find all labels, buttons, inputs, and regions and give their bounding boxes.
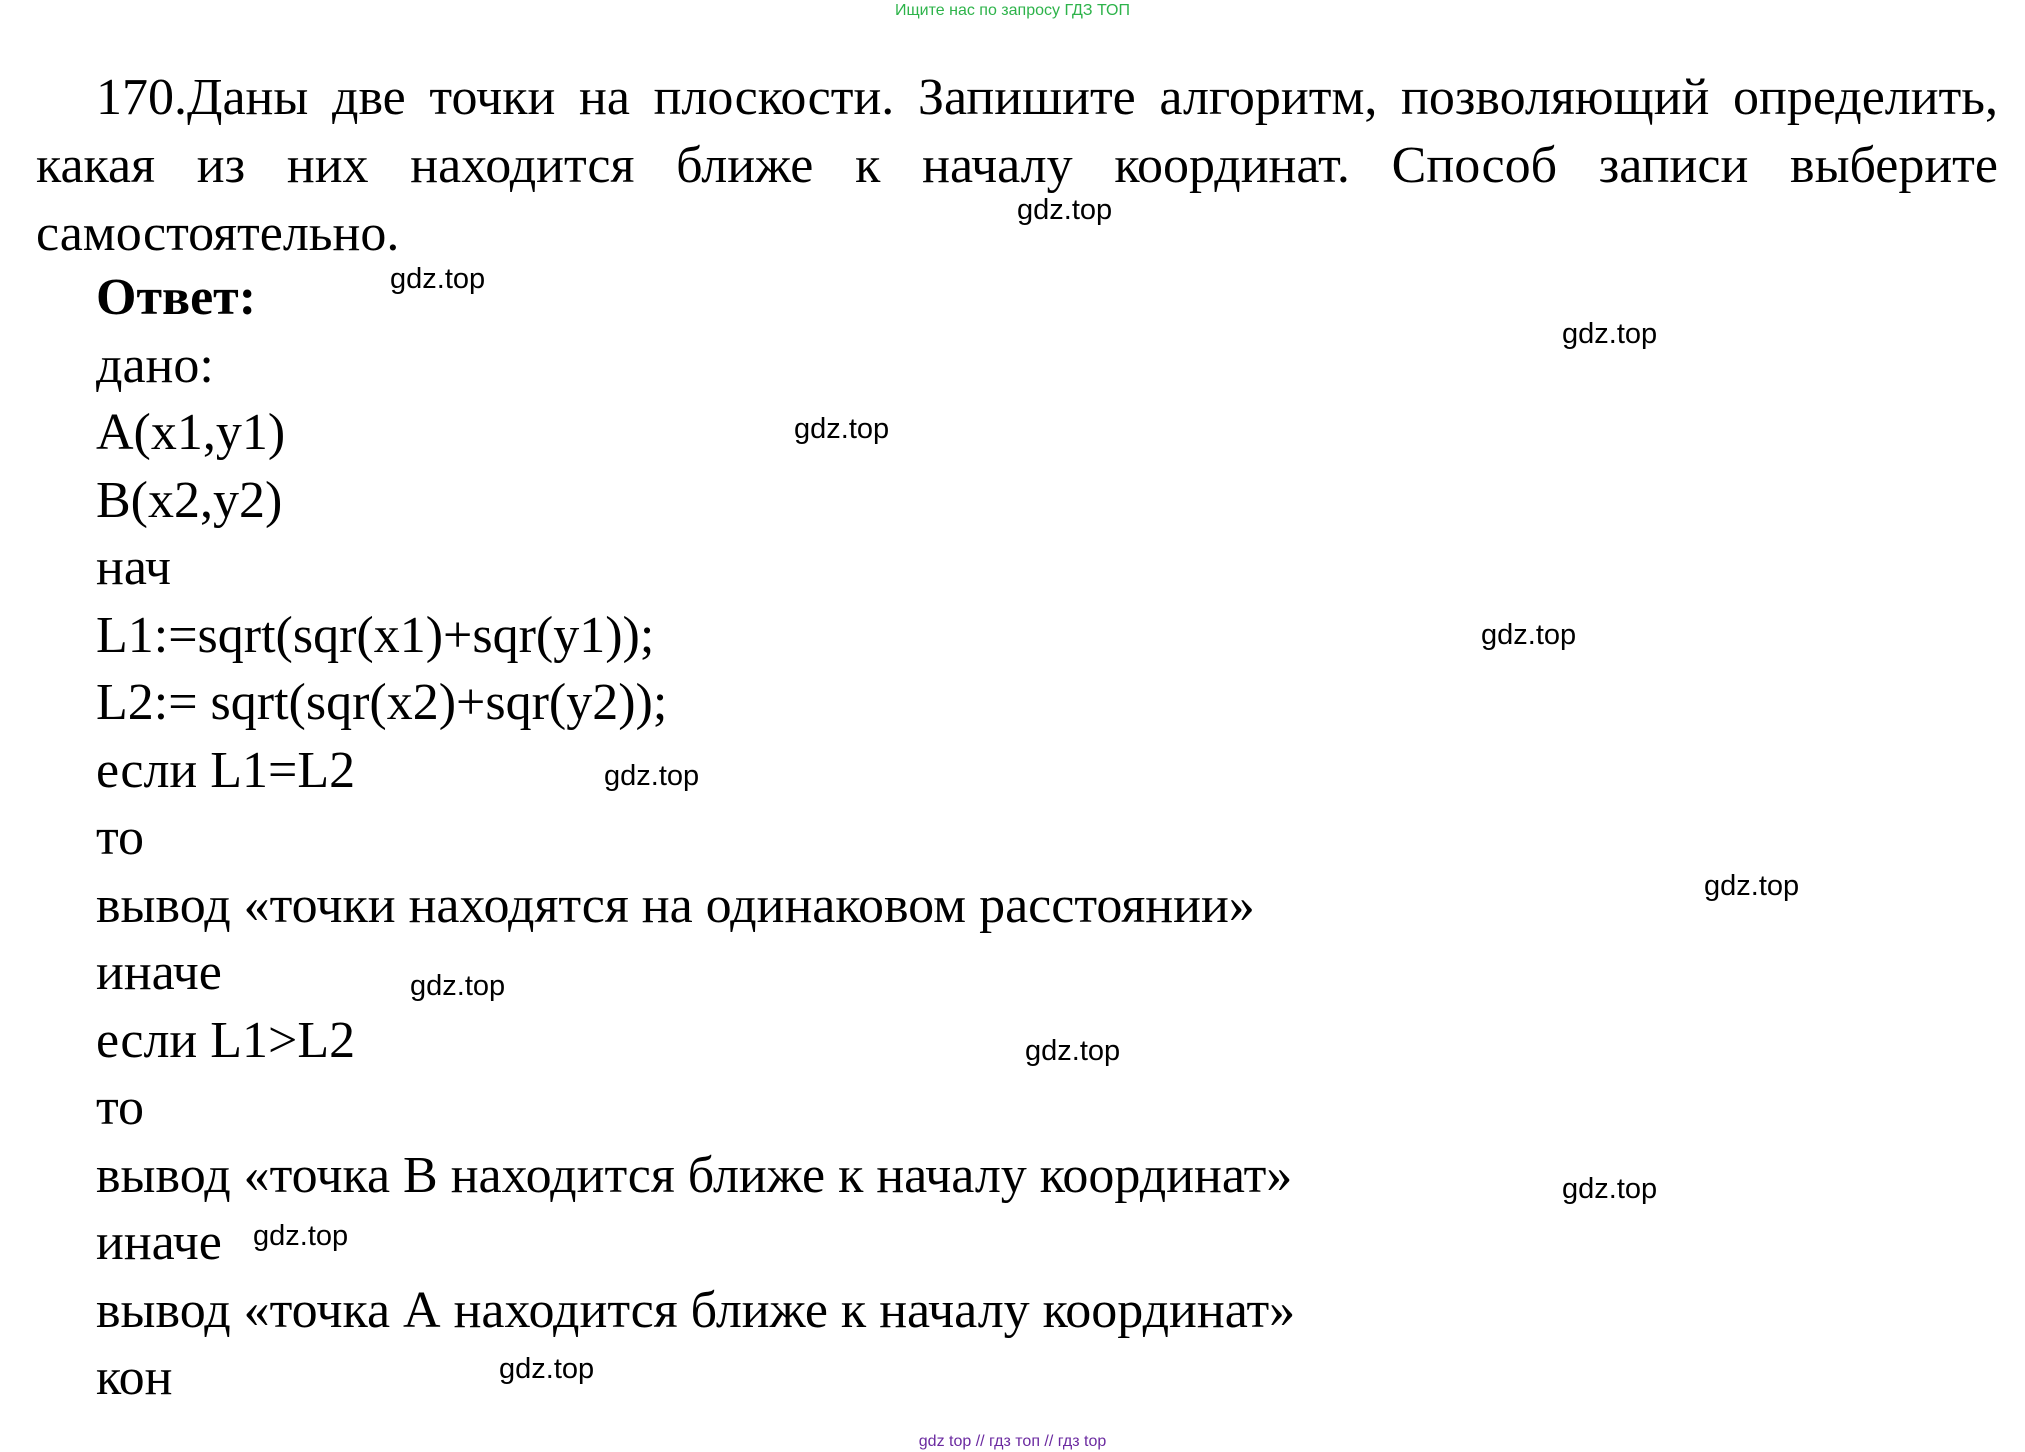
- answer-line: дано:: [96, 336, 214, 394]
- footer-links: gdz top // гдз топ // гдз top: [918, 1433, 1107, 1450]
- top-banner: Ищите нас по запросу ГДЗ ТОП: [895, 2, 1130, 19]
- answer-label: Ответ:: [96, 269, 257, 326]
- watermark: gdz.top: [1562, 1173, 1658, 1205]
- watermark: gdz.top: [1562, 318, 1658, 350]
- watermark: gdz.top: [499, 1353, 595, 1385]
- watermark: gdz.top: [794, 413, 890, 445]
- answer-line: иначе: [96, 944, 222, 1001]
- answer-line: B(x2,y2): [96, 471, 283, 529]
- answer-line: нач: [96, 539, 171, 596]
- answer-line: кон: [96, 1349, 173, 1406]
- answer-line: L2:= sqrt(sqr(x2)+sqr(y2));: [96, 674, 668, 731]
- watermark: gdz.top: [604, 760, 700, 792]
- answer-line: иначе: [96, 1214, 222, 1271]
- answer-line: вывод «точки находятся на одинаковом расстоянии»: [96, 876, 1255, 934]
- watermark: gdz.top: [1704, 870, 1800, 902]
- watermark: gdz.top: [253, 1220, 349, 1252]
- answer-line: то: [96, 1079, 145, 1136]
- answer-line: вывод «точка А находится ближе к началу координат»: [96, 1281, 1296, 1339]
- watermark: gdz.top: [390, 263, 486, 295]
- problem-text: 170.Даны две точки на плоскости. Запишите алгоритм, позволяющий определить, какая из них находится ближе к началу координат. Способ записи выберите самостоятельно.: [36, 69, 1998, 262]
- watermark: gdz.top: [1481, 619, 1577, 651]
- watermark: gdz.top: [1025, 1035, 1121, 1067]
- answer-line: L1:=sqrt(sqr(x1)+sqr(y1));: [96, 606, 655, 664]
- answer-line: если L1=L2: [96, 741, 356, 799]
- watermark: gdz.top: [1017, 194, 1113, 226]
- answer-line: вывод «точка В находится ближе к началу координат»: [96, 1146, 1293, 1204]
- answer-line: A(x1,y1): [96, 404, 286, 461]
- answer-line: то: [96, 809, 145, 866]
- answer-line: если L1>L2: [96, 1011, 356, 1069]
- watermark: gdz.top: [410, 970, 506, 1002]
